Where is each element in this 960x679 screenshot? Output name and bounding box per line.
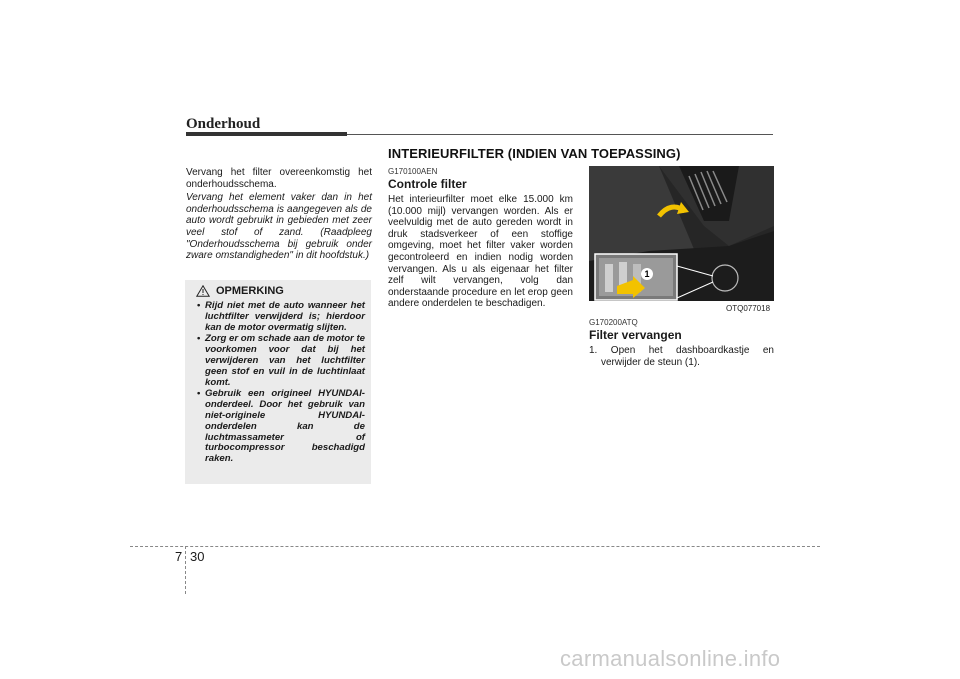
intro-paragraph: Vervang het filter overeenkomstig het onderhoudsschema. (186, 167, 372, 190)
note-box (185, 280, 371, 484)
warning-triangle-icon (196, 285, 210, 297)
step-1: 1. Open het dashboardkastje en verwijder de steun (1). (589, 345, 774, 368)
right-column (589, 318, 774, 368)
figure-callout: 1 (641, 268, 653, 280)
chapter-number: 7 (175, 549, 183, 564)
section-code: G170100AEN (388, 167, 438, 176)
glovebox-photo (589, 166, 774, 301)
footer-divider-horizontal (130, 546, 820, 547)
note-list (191, 301, 365, 466)
main-heading: INTERIEURFILTER (INDIEN VAN TOEPASSING) (388, 146, 681, 161)
section-title: Onderhoud (186, 116, 261, 132)
note-header (196, 285, 284, 297)
header-rule-thick (186, 132, 347, 136)
page-number: 30 (190, 549, 205, 564)
note-item: • Zorg er om schade aan de motor te voorkomen voor dat bij het verwijderen van het luchtfilter geen stof en vuil in de luchtinlaat komt. (191, 334, 365, 388)
section-code: G170200ATQ (589, 318, 638, 327)
footer-divider-vertical (185, 546, 186, 594)
note-item: • Gebruik een origineel HYUNDAI-onderdeel. Door het gebruik van niet-originele HYUNDAI-onderdelen kan de luchtmassameter of turbocompressor beschadigd raken. (191, 389, 365, 465)
header-rule-thin (347, 134, 773, 135)
left-column (186, 167, 372, 262)
figure-code: OTQ077018 (726, 304, 771, 313)
controle-body: Het interieurfilter moet elke 15.000 km (10.000 mijl) vervangen worden. Als er veelvuldig met de auto gereden wordt in druk stadsverkeer of een stoffige omgeving, moet het filter vaker worden gecontroleerd en indien nodig worden vervangen. Als u als eigenaar het filter zelf wilt vervangen, volg dan onderstaande procedure en let erop geen andere onderdelen te beschadigen. (388, 194, 573, 310)
subheading-filter-vervangen: Filter vervangen (589, 328, 682, 342)
subheading-controle-filter: Controle filter (388, 177, 467, 191)
middle-column (388, 167, 573, 310)
watermark: carmanualsonline.info (560, 646, 781, 671)
glovebox-illustration (589, 166, 774, 301)
italic-paragraph: Vervang het element vaker dan in het onderhoudsschema is aangegeven als de auto wordt gebruikt in gebieden met zeer veel stof of zand. (Raadpleeg "Onderhoudsschema bij gebruik onder zware omstandigheden" in dit hoofdstuk.) (186, 192, 372, 262)
note-title: OPMERKING (216, 285, 284, 297)
note-item: • Rijd niet met de auto wanneer het luchtfilter verwijderd is; hierdoor kan de motor overmatig slijten. (191, 301, 365, 333)
